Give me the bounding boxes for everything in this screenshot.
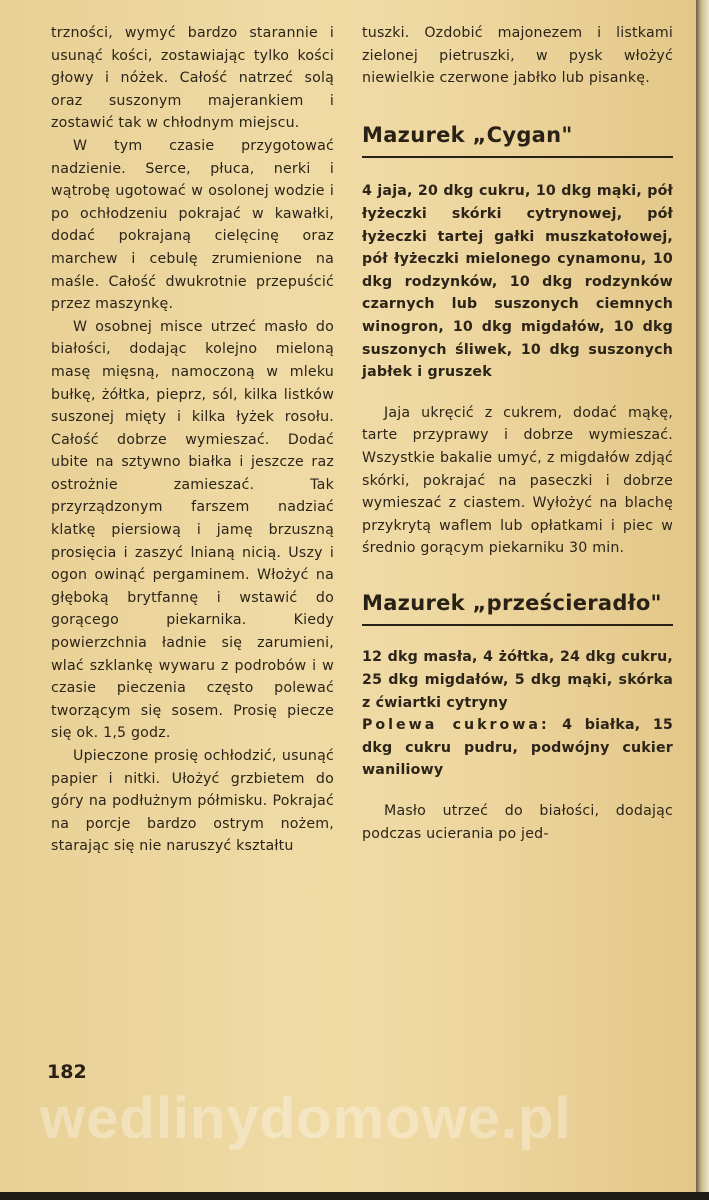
instructions-cygan: Jaja ukręcić z cukrem, dodać mąkę, tarte przyprawy i dobrze wymieszać. Wszystkie bakalie umyć, z migdałów zdjąć skórki, pokrajać na paseczki i dobrze wymieszać z ciastem. Wyłożyć na blachę przykrytą waflem lub opłatkami i piec w średnio gorącym piekarniku 30 min. [362, 404, 673, 557]
page-number: 182 [47, 1061, 87, 1083]
instructions-przescieradlo: Masło utrzeć do białości, dodając podczas ucierania po jed- [362, 803, 673, 842]
right-column [362, 22, 673, 845]
bottom-edge [0, 1192, 709, 1200]
right-intro-paragraph: tuszki. Ozdobić majonezem i listkami zielonej pietruszki, w pysk włożyć niewielkie czerwone jabłko lub pisankę. [362, 25, 673, 87]
ingredients-main: 12 dkg masła, 4 żółtka, 24 dkg cukru, 25 dkg migdałów, 5 dkg mąki, skórka z ćwiartki cytryny [362, 649, 673, 711]
left-paragraph-3: W osobnej misce utrzeć masło do białości, dodając kolejno mieloną masę mięsną, namoczoną w mleku bułkę, żółtka, pieprz, sól, kilka listków suszonej mięty i kilka łyżek rosołu. Całość dobrze wymieszać. Dodać ubite na sztywno białka i jeszcze raz ostrożnie zamieszać. Tak przyrządzonym farszem nadziać klatkę piersiową i jamę brzuszną prosięcia i zaszyć lnianą nicią. Uszy i ogon owinąć pergaminem. Włożyć na głęboką brytfannę i wstawić do gorącego piekarnika. Kiedy powierzchnia ładnie się zarumieni, wlać szklankę wywaru z podrobów i w czasie pieczenia często polewać tworzącym się sosem. Prosię piecze się ok. 1,5 godz. [51, 318, 334, 742]
recipe-title-cygan: Mazurek „Cygan" [362, 122, 573, 147]
left-paragraph-4: Upieczone prosię ochłodzić, usunąć papier i nitki. Ułożyć grzbietem do góry na podłużnym półmisku. Pokrajać na porcje bardzo ostrym nożem, starając się nie naruszyć kształtu [51, 748, 334, 855]
left-paragraph-1: trzności, wymyć bardzo starannie i usunąć kości, zostawiając tylko kości głowy i nóżek. Całość natrzeć solą oraz suszonym majerankiem i zostawić tak w chłodnym miejscu. [51, 25, 334, 132]
left-column [51, 22, 334, 858]
page-edge [696, 0, 709, 1200]
glaze-ingredients: 4 białka, 15 dkg cukru pudru, podwójny cukier waniliowy [362, 717, 674, 779]
left-paragraph-2: W tym czasie przygotować nadzienie. Serce, płuca, nerki i wątrobę ugotować w osolonej wodzie i po ochłodzeniu pokrajać w kawałki, dodać pokrajaną cielęcinę oraz marchew i cebulę zrumienione na maśle. Całość dwukrotnie przepuścić przez maszynkę. [51, 137, 334, 313]
ingredients-cygan: 4 jaja, 20 dkg cukru, 10 dkg mąki, pół łyżeczki skórki cytrynowej, pół łyżeczki tartej gałki muszkatołowej, pół łyżeczki mielonego cynamonu, 10 dkg rodzynków, 10 dkg rodzynków czarnych lub suszonych ciemnych winogron, 10 dkg migdałów, 10 dkg suszonych śliwek, 10 dkg suszonych jabłek i gruszek [362, 183, 673, 381]
recipe-title-przescieradlo: Mazurek „prześcieradło" [362, 590, 662, 615]
watermark: wedlinydomowe.pl [40, 1086, 572, 1151]
glaze-label: Polewa cukrowa: [362, 717, 550, 734]
ingredients-przescieradlo [362, 646, 673, 782]
